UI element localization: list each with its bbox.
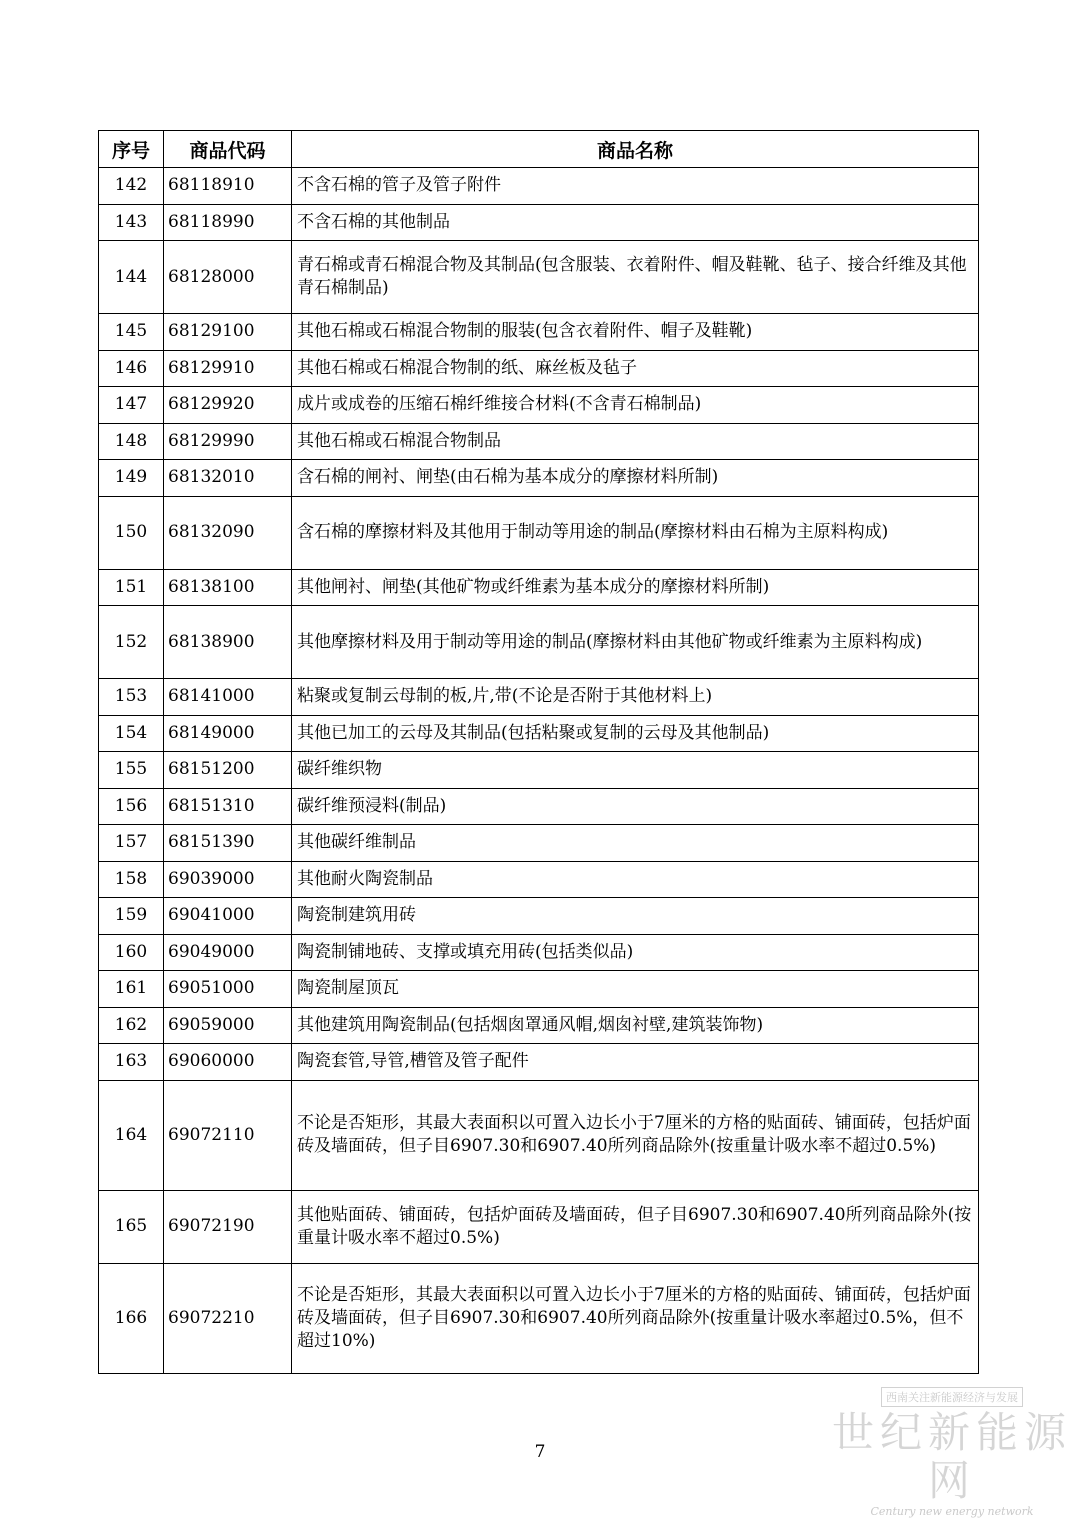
table-row	[99, 350, 979, 387]
cell-seq: 152	[99, 606, 164, 679]
cell-code: 69041000	[164, 898, 292, 935]
cell-code: 69072190	[164, 1190, 292, 1263]
header-seq: 序号	[99, 131, 164, 168]
cell-name: 其他石棉或石棉混合物制的纸、麻丝板及毡子	[292, 350, 979, 387]
cell-name: 成片或成卷的压缩石棉纤维接合材料(不含青石棉制品)	[292, 387, 979, 424]
watermark-notice: 西南关注新能源经济与发展	[881, 1387, 1023, 1407]
cell-seq: 146	[99, 350, 164, 387]
table-row	[99, 934, 979, 971]
cell-seq: 142	[99, 168, 164, 205]
cell-code: 68151200	[164, 752, 292, 789]
cell-name: 其他闸衬、闸垫(其他矿物或纤维素为基本成分的摩擦材料所制)	[292, 569, 979, 606]
cell-name: 其他摩擦材料及用于制动等用途的制品(摩擦材料由其他矿物或纤维素为主原料构成)	[292, 606, 979, 679]
cell-name: 其他建筑用陶瓷制品(包括烟囱罩通风帽,烟囱衬壁,建筑装饰物)	[292, 1007, 979, 1044]
table-row	[99, 569, 979, 606]
table-row	[99, 861, 979, 898]
table-row	[99, 679, 979, 716]
cell-seq: 144	[99, 241, 164, 314]
cell-seq: 151	[99, 569, 164, 606]
cell-name: 碳纤维预浸料(制品)	[292, 788, 979, 825]
table-row	[99, 606, 979, 679]
table-row	[99, 496, 979, 569]
cell-seq: 162	[99, 1007, 164, 1044]
cell-name: 青石棉或青石棉混合物及其制品(包含服装、衣着附件、帽及鞋靴、毡子、接合纤维及其他青石棉制品)	[292, 241, 979, 314]
table-row	[99, 1080, 979, 1190]
commodity-table	[98, 130, 979, 1374]
cell-code: 68129990	[164, 423, 292, 460]
cell-seq: 157	[99, 825, 164, 862]
cell-code: 68149000	[164, 715, 292, 752]
cell-code: 69072110	[164, 1080, 292, 1190]
cell-name: 陶瓷制铺地砖、支撑或填充用砖(包括类似品)	[292, 934, 979, 971]
cell-name: 其他贴面砖、铺面砖，包括炉面砖及墙面砖，但子目6907.30和6907.40所列商品除外(按重量计吸水率不超过0.5%)	[292, 1190, 979, 1263]
cell-code: 68129910	[164, 350, 292, 387]
cell-code: 69059000	[164, 1007, 292, 1044]
cell-code: 68118990	[164, 204, 292, 241]
table-header-row	[99, 131, 979, 168]
cell-seq: 163	[99, 1044, 164, 1081]
cell-seq: 161	[99, 971, 164, 1008]
cell-seq: 166	[99, 1263, 164, 1373]
cell-name: 陶瓷制建筑用砖	[292, 898, 979, 935]
table-row	[99, 971, 979, 1008]
cell-name: 不含石棉的管子及管子附件	[292, 168, 979, 205]
table-row	[99, 460, 979, 497]
cell-name: 其他石棉或石棉混合物制品	[292, 423, 979, 460]
table-row	[99, 387, 979, 424]
table-row	[99, 1007, 979, 1044]
table-row	[99, 1263, 979, 1373]
cell-code: 68128000	[164, 241, 292, 314]
watermark	[832, 1386, 1072, 1518]
header-code: 商品代码	[164, 131, 292, 168]
cell-code: 68129100	[164, 314, 292, 351]
cell-seq: 145	[99, 314, 164, 351]
cell-seq: 143	[99, 204, 164, 241]
table-row	[99, 241, 979, 314]
table-row	[99, 1190, 979, 1263]
table-row	[99, 752, 979, 789]
cell-code: 68132010	[164, 460, 292, 497]
cell-code: 69072210	[164, 1263, 292, 1373]
watermark-subtitle: Century new energy network	[870, 1505, 1034, 1518]
table-row	[99, 423, 979, 460]
cell-code: 68132090	[164, 496, 292, 569]
cell-code: 69039000	[164, 861, 292, 898]
table-row	[99, 715, 979, 752]
cell-seq: 155	[99, 752, 164, 789]
cell-name: 不论是否矩形，其最大表面积以可置入边长小于7厘米的方格的贴面砖、铺面砖，包括炉面砖及墙面砖，但子目6907.30和6907.40所列商品除外(按重量计吸水率超过0.5%，但不超过10%)	[292, 1263, 979, 1373]
table-row	[99, 168, 979, 205]
cell-code: 69049000	[164, 934, 292, 971]
cell-code: 68151310	[164, 788, 292, 825]
table-row	[99, 314, 979, 351]
cell-code: 68138100	[164, 569, 292, 606]
cell-seq: 158	[99, 861, 164, 898]
cell-seq: 160	[99, 934, 164, 971]
cell-seq: 147	[99, 387, 164, 424]
cell-seq: 159	[99, 898, 164, 935]
cell-seq: 164	[99, 1080, 164, 1190]
table-body	[99, 168, 979, 1374]
table-row	[99, 788, 979, 825]
cell-seq: 148	[99, 423, 164, 460]
cell-code: 68138900	[164, 606, 292, 679]
table-row	[99, 825, 979, 862]
cell-seq: 150	[99, 496, 164, 569]
table-row	[99, 204, 979, 241]
cell-name: 其他石棉或石棉混合物制的服装(包含衣着附件、帽子及鞋靴)	[292, 314, 979, 351]
cell-code: 68151390	[164, 825, 292, 862]
header-name: 商品名称	[292, 131, 979, 168]
cell-name: 含石棉的闸衬、闸垫(由石棉为基本成分的摩擦材料所制)	[292, 460, 979, 497]
cell-name: 碳纤维织物	[292, 752, 979, 789]
table-row	[99, 1044, 979, 1081]
cell-name: 其他碳纤维制品	[292, 825, 979, 862]
cell-code: 68118910	[164, 168, 292, 205]
commodity-table-container	[98, 130, 978, 1374]
watermark-logo: 世纪新能源网	[832, 1408, 1073, 1505]
cell-code: 68129920	[164, 387, 292, 424]
cell-seq: 156	[99, 788, 164, 825]
cell-code: 69060000	[164, 1044, 292, 1081]
cell-name: 陶瓷套管,导管,槽管及管子配件	[292, 1044, 979, 1081]
cell-code: 69051000	[164, 971, 292, 1008]
cell-name: 不含石棉的其他制品	[292, 204, 979, 241]
cell-code: 68141000	[164, 679, 292, 716]
cell-name: 含石棉的摩擦材料及其他用于制动等用途的制品(摩擦材料由石棉为主原料构成)	[292, 496, 979, 569]
cell-name: 不论是否矩形，其最大表面积以可置入边长小于7厘米的方格的贴面砖、铺面砖，包括炉面砖及墙面砖，但子目6907.30和6907.40所列商品除外(按重量计吸水率不超过0.5%)	[292, 1080, 979, 1190]
cell-seq: 154	[99, 715, 164, 752]
cell-seq: 165	[99, 1190, 164, 1263]
cell-seq: 153	[99, 679, 164, 716]
cell-name: 粘聚或复制云母制的板,片,带(不论是否附于其他材料上)	[292, 679, 979, 716]
cell-name: 陶瓷制屋顶瓦	[292, 971, 979, 1008]
cell-name: 其他耐火陶瓷制品	[292, 861, 979, 898]
cell-name: 其他已加工的云母及其制品(包括粘聚或复制的云母及其他制品)	[292, 715, 979, 752]
page-number: 7	[534, 1442, 546, 1462]
cell-seq: 149	[99, 460, 164, 497]
table-row	[99, 898, 979, 935]
